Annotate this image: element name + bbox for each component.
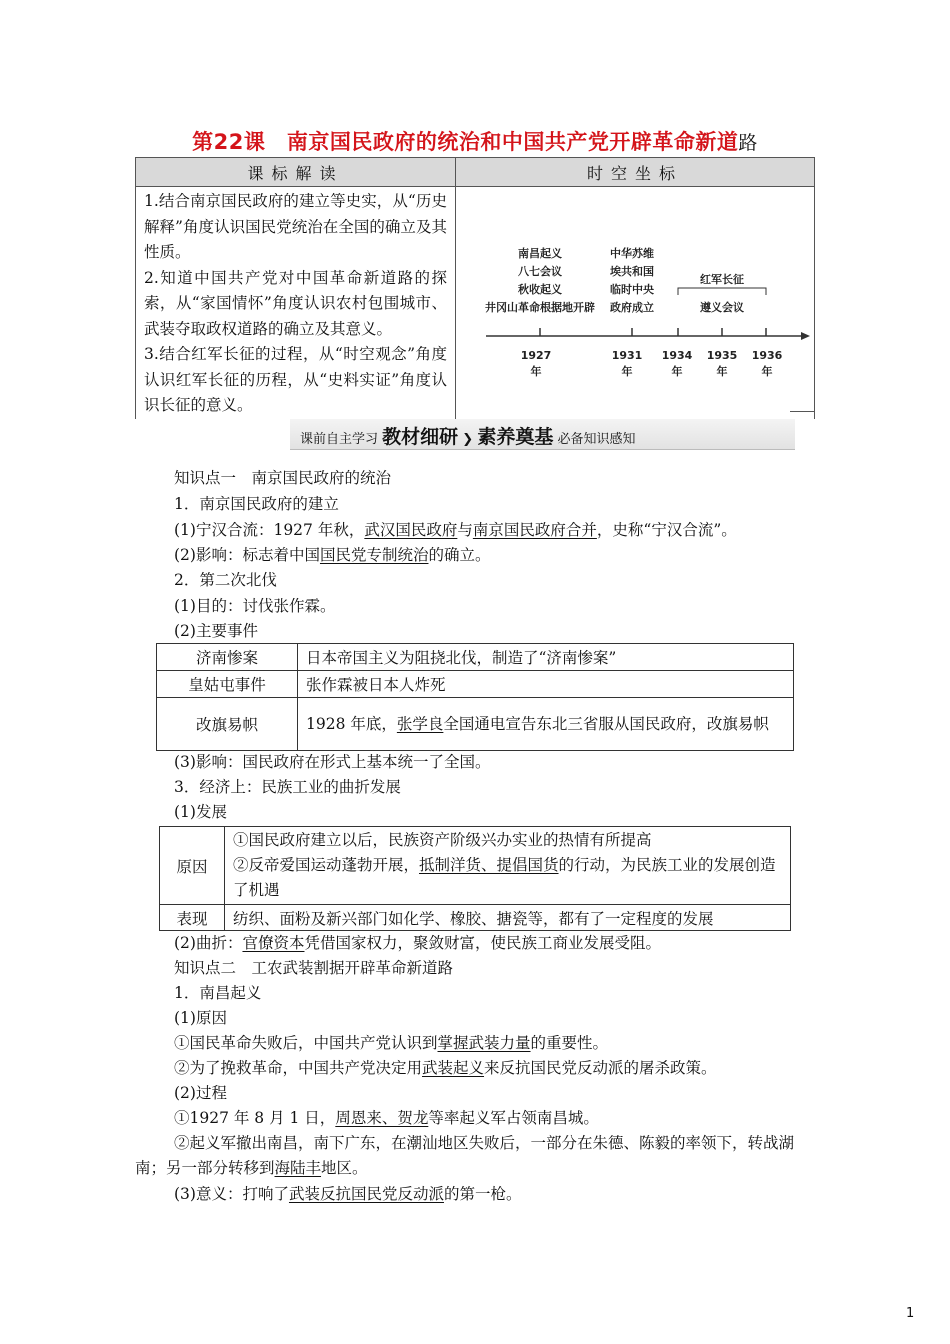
reason-label: 原因 bbox=[160, 827, 225, 905]
year-unit: 年 bbox=[671, 365, 683, 378]
standards-cell bbox=[136, 187, 456, 419]
section-banner-text: 课前自主学习 教材细研 ❯ 素养奠基 必备知识感知 bbox=[300, 426, 636, 448]
event-label: 遵义会议 bbox=[700, 301, 744, 314]
k1-s2c: (3)影响：国民政府在形式上基本统一了全国。 bbox=[174, 753, 491, 771]
k1-s2: 2．第二次北伐 bbox=[174, 571, 277, 589]
standard-item: 1.结合南京国民政府的建立等史实，从“历史解释”角度认识国民党统治在全国的确立及其性质。 bbox=[144, 192, 447, 261]
standard-item: 2.知道中国共产党对中国革命新道路的探索，从“家国情怀”角度认识农村包围城市、武装夺取政权道路的确立及其意义。 bbox=[144, 268, 447, 338]
reason-1: ①国民政府建立以后，民族资产阶级兴办实业的热情有所提高 bbox=[233, 831, 652, 849]
event-label: 政府成立 bbox=[610, 301, 654, 314]
header-col-standards: 课标解读 bbox=[136, 158, 456, 187]
event-label: 井冈山革命根据地开辟 bbox=[485, 301, 595, 314]
year-label: 1931 bbox=[611, 349, 643, 362]
timeline-diagram bbox=[456, 187, 814, 407]
development-table bbox=[159, 826, 791, 931]
k2-c2: ②为了挽救革命，中国共产党决定用武装起义来反抗国民党反动派的屠杀政策。 bbox=[174, 1059, 717, 1077]
standard-item: 3.结合红军长征的过程，从“时空观念”角度认识红军长征的历程，从“史料实证”角度认识长征的意义。 bbox=[144, 345, 447, 414]
event-name: 改旗易帜 bbox=[157, 698, 298, 751]
event-label: 埃共和国 bbox=[610, 265, 654, 278]
k1-s3a: (1)发展 bbox=[174, 803, 227, 821]
header-col-timeline: 时空坐标 bbox=[456, 158, 815, 187]
table-row bbox=[157, 698, 794, 751]
event-label: 八七会议 bbox=[518, 265, 562, 278]
k1-s2b: (2)主要事件 bbox=[174, 622, 258, 640]
k2-s1: 1．南昌起义 bbox=[174, 984, 262, 1002]
event-desc: 张作霖被日本人炸死 bbox=[298, 671, 794, 698]
table-row bbox=[160, 905, 791, 931]
show-label: 表现 bbox=[160, 905, 225, 931]
k1-s1a: (1)宁汉合流：1927 年秋，武汉国民政府与南京国民政府合并，史称“宁汉合流”。 bbox=[174, 521, 737, 539]
year-unit: 年 bbox=[716, 365, 728, 378]
k2-s1c: (3)意义：打响了武装反抗国民党反动派的第一枪。 bbox=[174, 1185, 522, 1203]
reason-2: ②反帝爱国运动蓬勃开展，抵制洋货、提倡国货的行动，为民族工业的发展创造了机遇 bbox=[233, 856, 776, 899]
table-row bbox=[160, 827, 791, 905]
page-title: 第22课 南京国民政府的统治和中国共产党开辟革命新道路 bbox=[192, 130, 758, 154]
event-name: 皇姑屯事件 bbox=[157, 671, 298, 698]
show-cell: 纺织、面粉及新兴部门如化学、橡胶、搪瓷等，都有了一定程度的发展 bbox=[225, 905, 791, 931]
event-label: 秋收起义 bbox=[518, 283, 562, 296]
k2-p1: ①1927 年 8 月 1 日，周恩来、贺龙等率起义军占领南昌城。 bbox=[174, 1109, 599, 1127]
event-label: 红军长征 bbox=[700, 273, 744, 286]
k1-heading: 知识点一 南京国民政府的统治 bbox=[174, 469, 392, 487]
year-ticks bbox=[540, 328, 766, 336]
table-row bbox=[157, 671, 794, 698]
k2-heading: 知识点二 工农武装割据开辟革命新道路 bbox=[174, 959, 454, 977]
k2-s1a: (1)原因 bbox=[174, 1009, 227, 1027]
year-unit: 年 bbox=[761, 365, 773, 378]
k2-s1b: (2)过程 bbox=[174, 1084, 227, 1102]
year-label: 1935 bbox=[706, 349, 738, 362]
k2-c1: ①国民革命失败后，中国共产党认识到掌握武装力量的重要性。 bbox=[174, 1034, 609, 1052]
event-label: 临时中央 bbox=[610, 283, 654, 296]
event-desc: 1928 年底，张学良全国通电宣告东北三省服从国民政府，改旗易帜 bbox=[298, 698, 794, 751]
k2-p2-line1: ②起义军撤出南昌，南下广东，在潮汕地区失败后，一部分在朱德、陈毅的率领下，转战湖 bbox=[174, 1134, 795, 1152]
year-label: 1934 bbox=[661, 349, 693, 362]
reason-cell bbox=[225, 827, 791, 905]
event-label: 南昌起义 bbox=[518, 247, 562, 260]
year-unit: 年 bbox=[530, 365, 542, 378]
k1-s1: 1．南京国民政府的建立 bbox=[174, 495, 339, 513]
k1-s2a: (1)目的：讨伐张作霖。 bbox=[174, 597, 336, 615]
year-unit: 年 bbox=[621, 365, 633, 378]
event-label: 中华苏维 bbox=[610, 247, 654, 260]
event-desc: 日本帝国主义为阻挠北伐，制造了“济南惨案” bbox=[298, 644, 794, 671]
k1-s3b: (2)曲折：官僚资本凭借国家权力，聚敛财富，使民族工商业发展受阻。 bbox=[174, 934, 661, 952]
year-label: 1936 bbox=[751, 349, 783, 362]
long-march-bracket bbox=[678, 288, 766, 295]
timeline-cell bbox=[456, 187, 815, 419]
events-table bbox=[156, 643, 794, 751]
table-bottom-edge bbox=[790, 411, 815, 412]
year-label: 1927 bbox=[520, 349, 552, 362]
page-number: 1 bbox=[906, 1306, 915, 1321]
k1-s1b: (2)影响：标志着中国国民党专制统治的确立。 bbox=[174, 546, 491, 564]
k1-s3: 3．经济上：民族工业的曲折发展 bbox=[174, 778, 401, 796]
k2-p2-line2: 南；另一部分转移到海陆丰地区。 bbox=[135, 1159, 368, 1177]
event-name: 济南惨案 bbox=[157, 644, 298, 671]
table-row bbox=[157, 644, 794, 671]
header-table bbox=[135, 157, 815, 419]
axis-arrow-icon bbox=[801, 332, 810, 340]
